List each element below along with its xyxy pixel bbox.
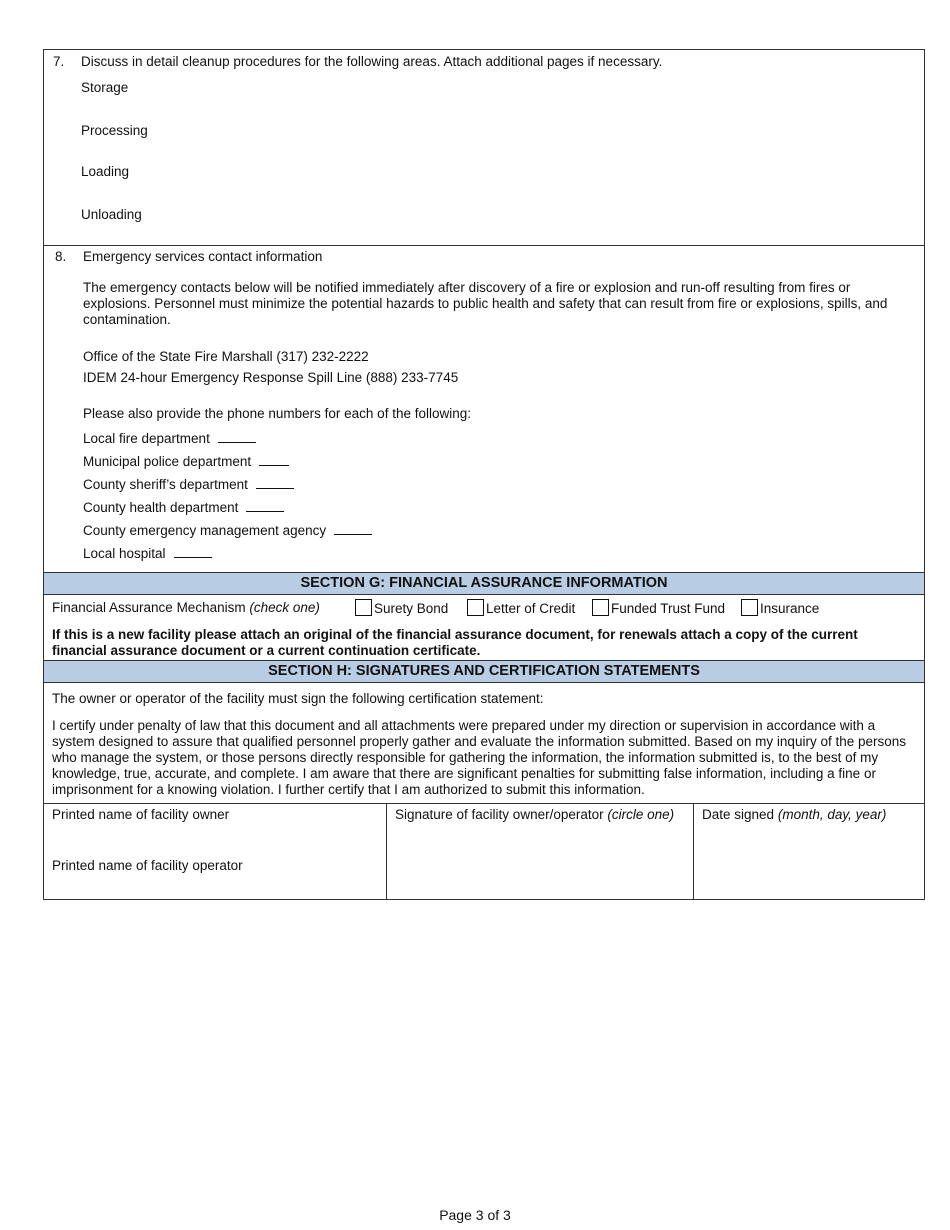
question-7: [44, 50, 924, 246]
phone-label: Local fire department: [83, 431, 210, 446]
date-label-group: [702, 807, 886, 823]
column-divider: [386, 804, 387, 899]
column-divider: [693, 804, 694, 899]
phone-blank-fire[interactable]: [218, 430, 256, 443]
phone-row-ema: [83, 522, 372, 539]
signature-label-group: [395, 807, 674, 823]
phone-row-police: [83, 453, 289, 470]
financial-assurance-row: [44, 595, 924, 661]
phone-label: County sheriff’s department: [83, 477, 248, 492]
contact-idem-spill-line: IDEM 24-hour Emergency Response Spill Line (888) 233-7745: [83, 370, 459, 385]
phone-row-sheriff: [83, 476, 294, 493]
form-page: [43, 49, 925, 900]
operator-name-label: Printed name of facility operator: [52, 858, 243, 873]
question-8: [44, 246, 924, 573]
phone-label: County emergency management agency: [83, 523, 327, 538]
option-label: Surety Bond: [374, 601, 449, 616]
owner-name-label: Printed name of facility owner: [52, 807, 230, 822]
phone-blank-hospital[interactable]: [174, 545, 212, 558]
area-loading: Loading: [81, 164, 130, 179]
certification-block: [44, 683, 924, 804]
option-funded-trust-fund[interactable]: [592, 599, 725, 618]
area-unloading: Unloading: [81, 207, 142, 222]
insurance-checkbox[interactable]: [741, 599, 758, 616]
certification-intro: The owner or operator of the facility must sign the following certification statement:: [52, 691, 544, 706]
section-g-header: SECTION G: FINANCIAL ASSURANCE INFORMATION: [44, 573, 924, 595]
area-processing: Processing: [81, 123, 148, 138]
phone-label: Local hospital: [83, 546, 166, 561]
financial-assurance-notice: If this is a new facility please attach an original of the financial assurance document, for renewals attach a copy of the current financial assurance document or a current continuation certificate.: [52, 627, 858, 658]
mechanism-label: Financial Assurance Mechanism: [52, 600, 246, 615]
phone-label: Municipal police department: [83, 454, 252, 469]
phones-prompt: Please also provide the phone numbers for each of the following:: [83, 406, 471, 421]
date-hint: (month, day, year): [777, 807, 887, 822]
q8-title: Emergency services contact information: [83, 249, 323, 264]
q8-number: 8.: [55, 249, 67, 264]
area-storage: Storage: [81, 80, 129, 95]
option-letter-of-credit[interactable]: [467, 599, 575, 618]
mechanism-label-group: [52, 599, 320, 617]
letter-of-credit-checkbox[interactable]: [467, 599, 484, 616]
option-surety-bond[interactable]: [355, 599, 448, 618]
signature-table: [44, 804, 924, 899]
mechanism-hint: (check one): [249, 600, 320, 615]
option-label: Insurance: [760, 601, 820, 616]
q7-number: 7.: [53, 54, 65, 69]
certification-statement: I certify under penalty of law that this document and all attachments were prepared under my direction or supervision in accordance with a system designed to assure that qualified personnel properly gather and evaluate the information submitted. Based on my inquiry of the persons who manage the system, or those persons directly responsible for gathering the information, the information submitted is, to the best of my knowledge, true, accurate, and complete. I am aware that there are significant penalties for submitting false information, including a fine or imprisonment for a knowing violation. I further certify that I am authorized to submit this information.: [52, 718, 907, 797]
signature-hint: (circle one): [607, 807, 675, 822]
funded-trust-fund-checkbox[interactable]: [592, 599, 609, 616]
phone-blank-sheriff[interactable]: [256, 476, 294, 489]
signature-label: Signature of facility owner/operator: [395, 807, 604, 822]
phone-blank-health[interactable]: [246, 499, 284, 512]
date-label: Date signed: [702, 807, 775, 822]
q8-paragraph: The emergency contacts below will be notified immediately after discovery of a fire or explosion and run-off resulting from fires or explosions. Personnel must minimize the potential hazards to public health and safety that can result from fire or explosions, spills, and contamination.: [83, 280, 888, 327]
phone-row-fire: [83, 430, 256, 447]
section-h-header: SECTION H: SIGNATURES AND CERTIFICATION STATEMENTS: [44, 661, 924, 683]
phone-row-hospital: [83, 545, 212, 562]
surety-bond-checkbox[interactable]: [355, 599, 372, 616]
option-label: Letter of Credit: [486, 601, 576, 616]
option-label: Funded Trust Fund: [611, 601, 726, 616]
q7-text: Discuss in detail cleanup procedures for the following areas. Attach additional pages if necessary.: [81, 54, 663, 69]
contact-fire-marshall: Office of the State Fire Marshall (317) 232-2222: [83, 349, 369, 364]
option-insurance[interactable]: [741, 599, 819, 618]
phone-blank-ema[interactable]: [334, 522, 372, 535]
phone-blank-police[interactable]: [259, 453, 289, 466]
page-number: Page 3 of 3: [439, 1207, 511, 1223]
phone-label: County health department: [83, 500, 239, 515]
phone-row-health: [83, 499, 284, 516]
